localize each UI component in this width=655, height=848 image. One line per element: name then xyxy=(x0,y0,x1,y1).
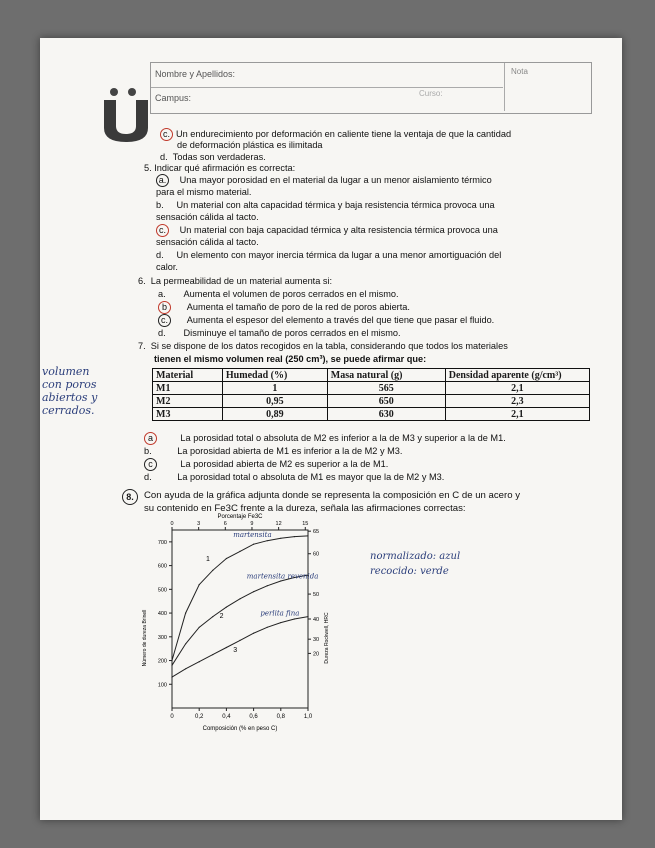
q6-stem: 6. La permeabilidad de un material aumenta si: xyxy=(138,276,333,286)
q7-stem-line2: tienen el mismo volumen real (250 cm³), se puede afirmar que: xyxy=(154,354,427,364)
q4-option-c: c. Un endurecimiento por deformación en caliente tiene la ventaja de que la cantidad xyxy=(160,128,511,141)
q6-option-b: b Aumenta el tamaño de poro de la red de poros abierta. xyxy=(158,301,410,314)
q6-option-a: a. Aumenta el volumen de poros cerrados en el mismo. xyxy=(158,289,399,299)
data-point xyxy=(212,654,213,655)
table-header-row xyxy=(153,369,590,382)
q5-option-c-line2: sensación cálida al tacto. xyxy=(156,237,259,247)
q7-option-b: b. La porosidad abierta de M1 es inferior a la de M2 y M3. xyxy=(144,446,403,456)
table-row: M1 1 565 2,1 xyxy=(153,382,590,395)
col-humedad: Humedad (%) xyxy=(222,369,327,382)
col-densidad: Densidad aparente (g/cm³) xyxy=(445,369,589,382)
q5-option-a: a. Una mayor porosidad en el material da lugar a un menor aislamiento térmico xyxy=(156,174,492,187)
data-point xyxy=(307,616,308,617)
y-tick-label: 300 xyxy=(157,634,167,641)
series-line-1 xyxy=(172,536,308,661)
col-masa: Masa natural (g) xyxy=(327,369,445,382)
q4-c-mark: c. xyxy=(160,128,173,141)
q7-stem: 7. Si se dispone de los datos recogidos en la tabla, considerando que todos los materiales xyxy=(138,341,508,351)
data-point xyxy=(185,612,186,613)
chart-top-title: Porcentaje Fe3C xyxy=(217,514,263,520)
curso-label: Curso: xyxy=(419,89,443,98)
data-point xyxy=(185,643,186,644)
series-line-3 xyxy=(172,617,308,678)
q4-option-d: d. Todas son verdaderas. xyxy=(160,152,266,162)
right-tick-label: 30 xyxy=(313,637,320,644)
campus-row xyxy=(151,87,503,111)
series-name-label: perlita fina xyxy=(260,609,300,618)
materials-table xyxy=(152,368,590,421)
q7-option-c: c La porosidad abierta de M2 es superior a la de M1. xyxy=(144,458,388,471)
data-point xyxy=(185,668,186,669)
top-tick-label: 9 xyxy=(250,521,254,527)
y-tick-label: 100 xyxy=(157,682,167,689)
data-point xyxy=(226,558,227,559)
handwritten-note-normalizado: normalizado: azul xyxy=(370,551,461,562)
chart-frame xyxy=(172,530,308,708)
series-number-label: 1 xyxy=(206,555,210,563)
campus-label: Campus: xyxy=(155,93,192,103)
y-tick-label: 400 xyxy=(157,611,167,618)
top-tick-label: 12 xyxy=(275,521,282,527)
top-tick-label: 15 xyxy=(302,521,309,527)
handwritten-note-recocido: recocido: verde xyxy=(370,566,449,577)
data-point xyxy=(253,544,254,545)
q7-option-a: a La porosidad total o absoluta de M2 es inferior a la de M3 y superior a la de M1. xyxy=(144,432,506,445)
right-tick-label: 50 xyxy=(313,592,320,599)
q6-option-d: d. Disminuye el tamaño de poros cerrados en el mismo. xyxy=(158,328,401,338)
q5-option-a-line2: para el mismo material. xyxy=(156,187,252,197)
series-number-label: 3 xyxy=(233,647,238,655)
chart-xlabel: Composición (% en peso C) xyxy=(202,726,278,732)
chart-y2label: Dureza Rockwell, HRC xyxy=(324,612,330,664)
right-tick-label: 40 xyxy=(313,617,320,623)
y-tick-label: 500 xyxy=(157,587,167,594)
data-point xyxy=(199,584,200,585)
data-point xyxy=(239,551,240,552)
series-name-label: martensita xyxy=(233,531,272,540)
right-tick-label: 20 xyxy=(313,651,320,658)
data-point xyxy=(212,570,213,571)
y-tick-label: 200 xyxy=(157,658,167,665)
university-logo-icon xyxy=(98,86,158,142)
right-tick-label: 65 xyxy=(313,529,320,536)
q8-number: 8. xyxy=(122,489,138,505)
name-label: Nombre y Apellidos: xyxy=(155,69,236,79)
q5-option-c: c. Un material con baja capacidad térmica y alta resistencia térmica provoca una xyxy=(156,224,498,237)
data-point xyxy=(267,585,268,586)
data-point xyxy=(171,665,172,666)
data-point xyxy=(267,540,268,541)
nota-label: Nota xyxy=(511,67,528,76)
series-line-2 xyxy=(172,575,308,665)
data-point xyxy=(280,538,281,539)
data-point xyxy=(239,598,240,599)
margin-handwritten-note: volumen con poros abiertos y cerrados. xyxy=(42,365,98,417)
col-material: Material xyxy=(153,369,223,382)
data-point xyxy=(212,616,213,617)
q8-stem: Con ayuda de la gráfica adjunta donde se representa la composición en C de un acero y xyxy=(144,490,520,501)
data-point xyxy=(253,633,254,634)
q5-option-d: d. Un elemento con mayor inercia térmica da lugar a una menor amortiguación del xyxy=(156,250,502,260)
q5-option-d-line2: calor. xyxy=(156,262,178,272)
top-tick-label: 6 xyxy=(223,521,227,527)
x-tick-label: 0,2 xyxy=(195,714,204,720)
q5-option-b-line2: sensación cálida al tacto. xyxy=(156,212,259,222)
data-point xyxy=(294,618,295,619)
name-row xyxy=(151,63,503,88)
data-point xyxy=(239,640,240,641)
exam-page xyxy=(40,38,622,820)
chart-ylabel: Número de dureza Brinell xyxy=(142,609,148,667)
x-tick-label: 0,4 xyxy=(222,714,231,720)
q5-option-b: b. Un material con alta capacidad térmica y baja resistencia térmica provoca una xyxy=(156,200,495,210)
q8-stem-line2: su contenido en Fe3C frente a la dureza, señala las afirmaciones correctas: xyxy=(144,503,466,514)
data-point xyxy=(226,607,227,608)
hardness-chart xyxy=(140,508,340,733)
q4-option-c-line2: de deformación plástica es ilimitada xyxy=(177,140,323,150)
data-point xyxy=(280,622,281,623)
data-point xyxy=(267,627,268,628)
series-name-label: martensita revenida xyxy=(246,572,319,581)
student-header-box xyxy=(150,62,592,114)
data-point xyxy=(199,627,200,628)
nota-box xyxy=(504,63,591,111)
data-point xyxy=(226,647,227,648)
q6-option-c: c. Aumenta el espesor del elemento a través del que tiene que pasar el fluido. xyxy=(158,314,494,327)
data-point xyxy=(294,536,295,537)
x-tick-label: 1,0 xyxy=(303,714,313,720)
x-tick-label: 0,8 xyxy=(276,714,285,720)
x-tick-label: 0 xyxy=(170,714,174,720)
q7-option-d: d. La porosidad total o absoluta de M1 es mayor que la de M2 y M3. xyxy=(144,472,445,482)
y-tick-label: 600 xyxy=(157,563,167,570)
top-tick-label: 0 xyxy=(170,521,174,527)
data-point xyxy=(307,535,308,536)
x-tick-label: 0,6 xyxy=(249,714,258,720)
series-number-label: 2 xyxy=(219,612,224,620)
data-point xyxy=(199,661,200,662)
table-row: M3 0,89 630 2,1 xyxy=(153,408,590,421)
q5-stem: 5. Indicar qué afirmación es correcta: xyxy=(144,163,296,173)
data-point xyxy=(171,677,172,678)
data-point xyxy=(253,591,254,592)
right-tick-label: 60 xyxy=(313,551,320,558)
y-tick-label: 700 xyxy=(157,539,167,546)
table-row: M2 0,95 650 2,3 xyxy=(153,395,590,408)
top-tick-label: 3 xyxy=(197,521,201,527)
data-point xyxy=(171,660,172,661)
